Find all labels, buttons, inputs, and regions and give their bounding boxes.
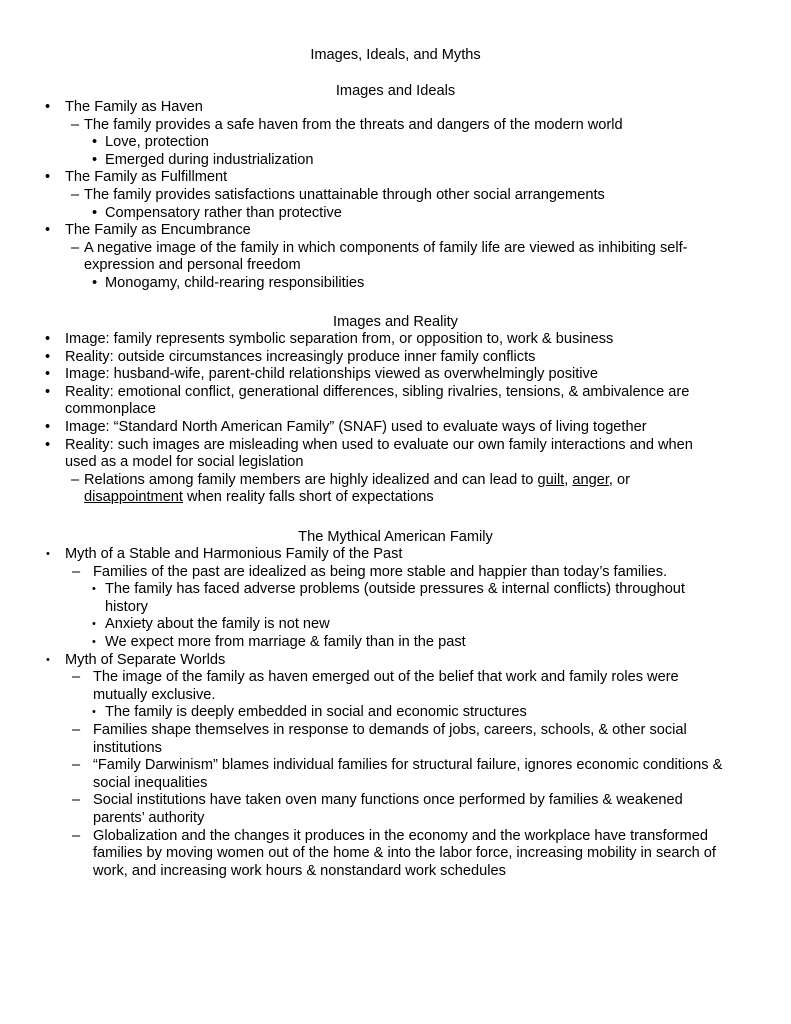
sub-item	[0, 117, 728, 135]
sub-item	[0, 669, 733, 704]
item-text: The Family as Haven	[65, 99, 203, 115]
list-item	[0, 384, 725, 419]
sub-point-text: Anxiety about the family is not new	[105, 616, 330, 633]
dash-marker: –	[72, 757, 81, 774]
bullet-marker: •	[92, 204, 98, 221]
sub-item-text: “Family Darwinism” blames individual families for structural failure, ignores economic conditions & social inequalities	[93, 757, 723, 791]
heading-mythical-family: The Mythical American Family	[298, 529, 493, 545]
section-mythical-family	[0, 546, 791, 880]
item-text: The Family as Fulfillment	[65, 169, 228, 186]
sub-item-text: Relations among family members are highly idealized and can lead to guilt, anger, or disappointment when reality falls short of expectations	[84, 471, 630, 506]
bullet-marker: •	[45, 99, 51, 115]
item-text: Image: family represents symbolic separation from, or opposition to, work & business	[65, 331, 614, 347]
bullet-marker: •	[46, 548, 50, 560]
bullet-marker: •	[45, 169, 51, 186]
sub-point-text: We expect more from marriage & family than in the past	[105, 633, 466, 650]
underlined-word-anger: anger	[572, 471, 609, 488]
bullet-marker: •	[92, 618, 96, 631]
item-text: The Family as Encumbrance	[65, 222, 251, 239]
bullet-marker: •	[45, 348, 51, 365]
list-item	[0, 349, 725, 367]
sub-item-text: Families shape themselves in response to demands of jobs, careers, schools, & other social institutions	[93, 721, 687, 756]
sub-point	[0, 704, 725, 722]
sub-point-text: Compensatory rather than protective	[105, 204, 342, 221]
sub-point-text: The family is deeply embedded in social and economic structures	[105, 704, 527, 721]
item-text: Myth of a Stable and Harmonious Family of the Past	[65, 546, 403, 562]
sub-point-text: The family has faced adverse problems (outside pressures & internal conflicts) throughout history	[105, 581, 685, 615]
sub-item-text: Social institutions have taken oven many functions once performed by families & weakened parents’ authority	[93, 792, 683, 826]
sub-item	[0, 722, 733, 757]
sub-point-text: Love, protection	[105, 134, 209, 151]
sub-item-text: A negative image of the family in which components of family life are viewed as inhibiting self-expression and personal freedom	[84, 239, 688, 274]
item-text: Image: husband-wife, parent-child relationships viewed as overwhelmingly positive	[65, 366, 598, 383]
dash-marker: –	[72, 669, 81, 686]
sub-point	[0, 581, 725, 616]
section-images-ideals	[0, 99, 791, 293]
bullet-marker: •	[46, 653, 50, 666]
bullet-marker: •	[45, 436, 51, 453]
heading-images-ideals: Images and Ideals	[335, 83, 456, 99]
list-item	[0, 222, 725, 240]
document-title: Images, Ideals, and Myths	[310, 47, 481, 63]
heading-images-reality: Images and Reality	[333, 314, 458, 330]
bullet-marker: •	[92, 134, 98, 151]
dash-marker: –	[72, 827, 81, 844]
dash-marker: –	[71, 116, 80, 133]
list-item	[0, 331, 725, 349]
list-item	[0, 437, 725, 472]
dash-marker: –	[72, 721, 81, 738]
sub-item	[0, 828, 733, 881]
bullet-marker: •	[45, 222, 51, 239]
bullet-marker: •	[92, 706, 96, 719]
bullet-marker: •	[45, 383, 51, 400]
bullet-marker: •	[92, 274, 98, 291]
sub-item-text: Globalization and the changes it produces in the economy and the workplace have transformed families by moving women out of the home & into the labor force, increasing mobility in search of work, and increasing work hours & nonstandard work schedules	[93, 827, 716, 879]
list-item	[0, 366, 725, 384]
dash-marker: –	[71, 239, 80, 256]
list-item	[0, 546, 725, 564]
sub-item	[0, 240, 728, 275]
underlined-word-guilt: guilt	[537, 471, 565, 488]
item-text: Reality: outside circumstances increasingly produce inner family conflicts	[65, 348, 536, 365]
dash-marker: –	[71, 186, 80, 203]
sub-point-text: Monogamy, child-rearing responsibilities	[105, 274, 365, 291]
bullet-marker: •	[45, 418, 51, 435]
bullet-marker: •	[92, 635, 96, 648]
sub-item-text: The family provides a safe haven from the threats and dangers of the modern world	[84, 116, 623, 133]
sub-item-text: The image of the family as haven emerged out of the belief that work and family roles were mutually exclusive.	[93, 669, 679, 703]
sub-point	[0, 205, 725, 223]
bullet-marker: •	[92, 583, 96, 596]
sub-point	[0, 616, 725, 634]
item-text: Image: “Standard North American Family” (SNAF) used to evaluate ways of living together	[65, 418, 647, 435]
dash-marker: –	[71, 471, 80, 488]
dash-marker: –	[72, 792, 81, 809]
sub-item	[0, 757, 733, 792]
section-images-reality	[0, 331, 791, 507]
sub-item	[0, 792, 733, 827]
sub-item-text: Families of the past are idealized as being more stable and happier than today’s families.	[93, 563, 668, 580]
list-item	[0, 652, 725, 670]
sub-point	[0, 152, 725, 170]
item-text: Reality: emotional conflict, generational differences, sibling rivalries, tensions, & ambivalence are commonplace	[65, 383, 690, 418]
list-item	[0, 99, 725, 117]
sub-point	[0, 134, 725, 152]
sub-item-text: The family provides satisfactions unattainable through other social arrangements	[84, 186, 605, 203]
underlined-word-disappointment: disappointment	[84, 489, 183, 506]
sub-point	[0, 275, 725, 293]
bullet-marker: •	[45, 331, 51, 347]
sub-item	[0, 187, 728, 205]
sub-item	[0, 472, 728, 507]
item-text: Myth of Separate Worlds	[65, 651, 226, 668]
sub-item	[0, 564, 733, 582]
bullet-marker: •	[92, 151, 98, 168]
sub-point-text: Emerged during industrialization	[105, 151, 314, 168]
item-text: Reality: such images are misleading when used to evaluate our own family interactions and when used as a model for social legislation	[65, 436, 693, 471]
sub-point	[0, 634, 725, 652]
list-item	[0, 169, 725, 187]
list-item	[0, 419, 725, 437]
dash-marker: –	[72, 563, 81, 580]
bullet-marker: •	[45, 366, 51, 383]
